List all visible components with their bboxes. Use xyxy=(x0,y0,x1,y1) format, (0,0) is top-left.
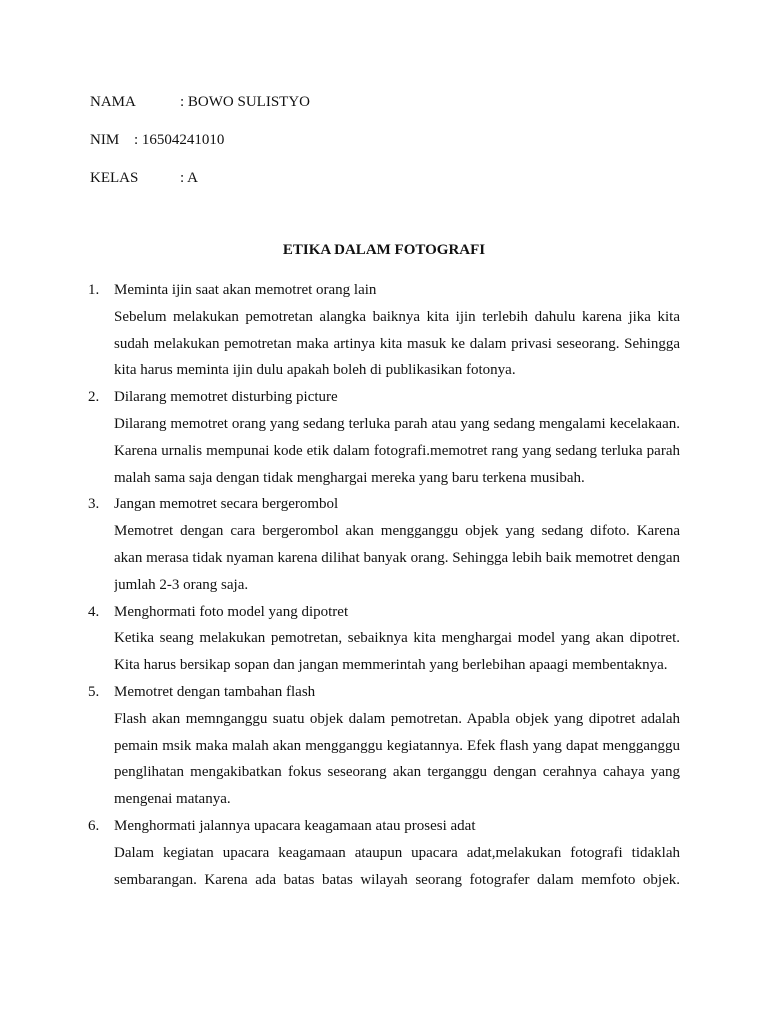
info-label-kelas: KELAS xyxy=(90,170,139,186)
body-line: Dilarang memotret orang yang sedang terluka parah atau yang sedang mengalami kecelakaan. xyxy=(114,415,680,432)
body-line: Dalam kegiatan upacara keagamaan ataupun upacara adat,melakukan fotografi tidaklah xyxy=(114,844,680,861)
list-item xyxy=(88,491,680,598)
info-value-nama: : BOWO SULISTYO xyxy=(180,94,310,110)
ethics-list xyxy=(88,277,680,893)
body-line: Memotret dengan cara bergerombol akan mengganggu objek yang sedang difoto. Karena xyxy=(114,523,680,540)
body-line: sudah melakukan pemotretan maka artinya kita masuk ke dalam privasi seseorang. Sehingga xyxy=(114,335,680,352)
body-line: akan merasa tidak nyaman karena dilihat banyak orang. Sehingga lebih baik memotret dengan xyxy=(114,549,680,566)
info-row-nama xyxy=(90,92,690,130)
item-body xyxy=(88,706,680,813)
info-value-kelas: : A xyxy=(180,170,198,186)
item-body xyxy=(88,411,680,491)
item-body xyxy=(88,625,680,679)
item-heading: Meminta ijin saat akan memotret orang lain xyxy=(114,282,377,298)
body-line: sembarangan. Karena ada batas batas wilayah seorang fotografer dalam memfoto objek. xyxy=(114,871,680,888)
body-line: mengenai matanya. xyxy=(114,791,231,808)
body-line: Karena urnalis mempunai kode etik dalam fotografi.memotret rang yang sedang terluka parah xyxy=(114,442,680,459)
info-value-nim: : 16504241010 xyxy=(134,132,225,148)
list-item xyxy=(88,813,680,893)
item-heading: Jangan memotret secara bergerombol xyxy=(114,496,339,513)
body-line: Sebelum melakukan pemotretan alangka baiknya kita ijin terlebih dahulu karena jika kita xyxy=(114,308,680,325)
item-number: 2. xyxy=(88,389,100,406)
item-number: 6. xyxy=(88,817,100,834)
item-number: 5. xyxy=(88,683,100,700)
body-line: kita harus meminta ijin dulu apakah boleh di publikasikan fotonya. xyxy=(114,362,516,379)
body-line: malah sama saja dengan tidak menghargai mereka yang baru terkena musibah. xyxy=(114,469,585,486)
list-item xyxy=(88,384,680,491)
info-row-nim xyxy=(90,130,690,168)
info-label-nim: NIM xyxy=(90,132,120,148)
list-item xyxy=(88,679,680,813)
item-heading: Menghormati jalannya upacara keagamaan atau prosesi adat xyxy=(114,817,476,834)
list-item xyxy=(88,277,680,384)
student-info xyxy=(90,92,690,206)
list-item xyxy=(88,599,680,679)
item-heading: Dilarang memotret disturbing picture xyxy=(114,389,338,406)
body-line: Kita harus bersikap sopan dan jangan memmerintah yang berlebihan apaagi membentaknya. xyxy=(114,657,668,674)
body-line: jumlah 2-3 orang saja. xyxy=(114,576,249,593)
document-title: ETIKA DALAM FOTOGRAFI xyxy=(282,242,486,258)
item-heading: Menghormati foto model yang dipotret xyxy=(114,603,349,620)
body-line: Flash akan memnganggu suatu objek dalam pemotretan. Apabla objek yang dipotret adalah xyxy=(114,710,680,727)
body-line: penglihatan mengakibatkan fokus seseorang akan terganggu dengan cerahnya cahaya yang xyxy=(114,764,680,781)
item-number: 4. xyxy=(88,603,100,620)
body-line: pemain msik maka malah akan mengganggu kegiatannya. Efek flash yang dapat mengganggu xyxy=(114,737,680,754)
item-heading: Memotret dengan tambahan flash xyxy=(114,683,316,700)
item-number: 3. xyxy=(88,496,100,513)
item-number: 1. xyxy=(88,282,100,298)
item-body xyxy=(88,840,680,894)
body-line: Ketika seang melakukan pemotretan, sebaiknya kita menghargai model yang akan dipotret. xyxy=(114,630,680,647)
item-body xyxy=(88,518,680,598)
info-row-kelas xyxy=(90,168,690,206)
item-body xyxy=(88,304,680,384)
info-label-nama: NAMA xyxy=(90,94,136,110)
